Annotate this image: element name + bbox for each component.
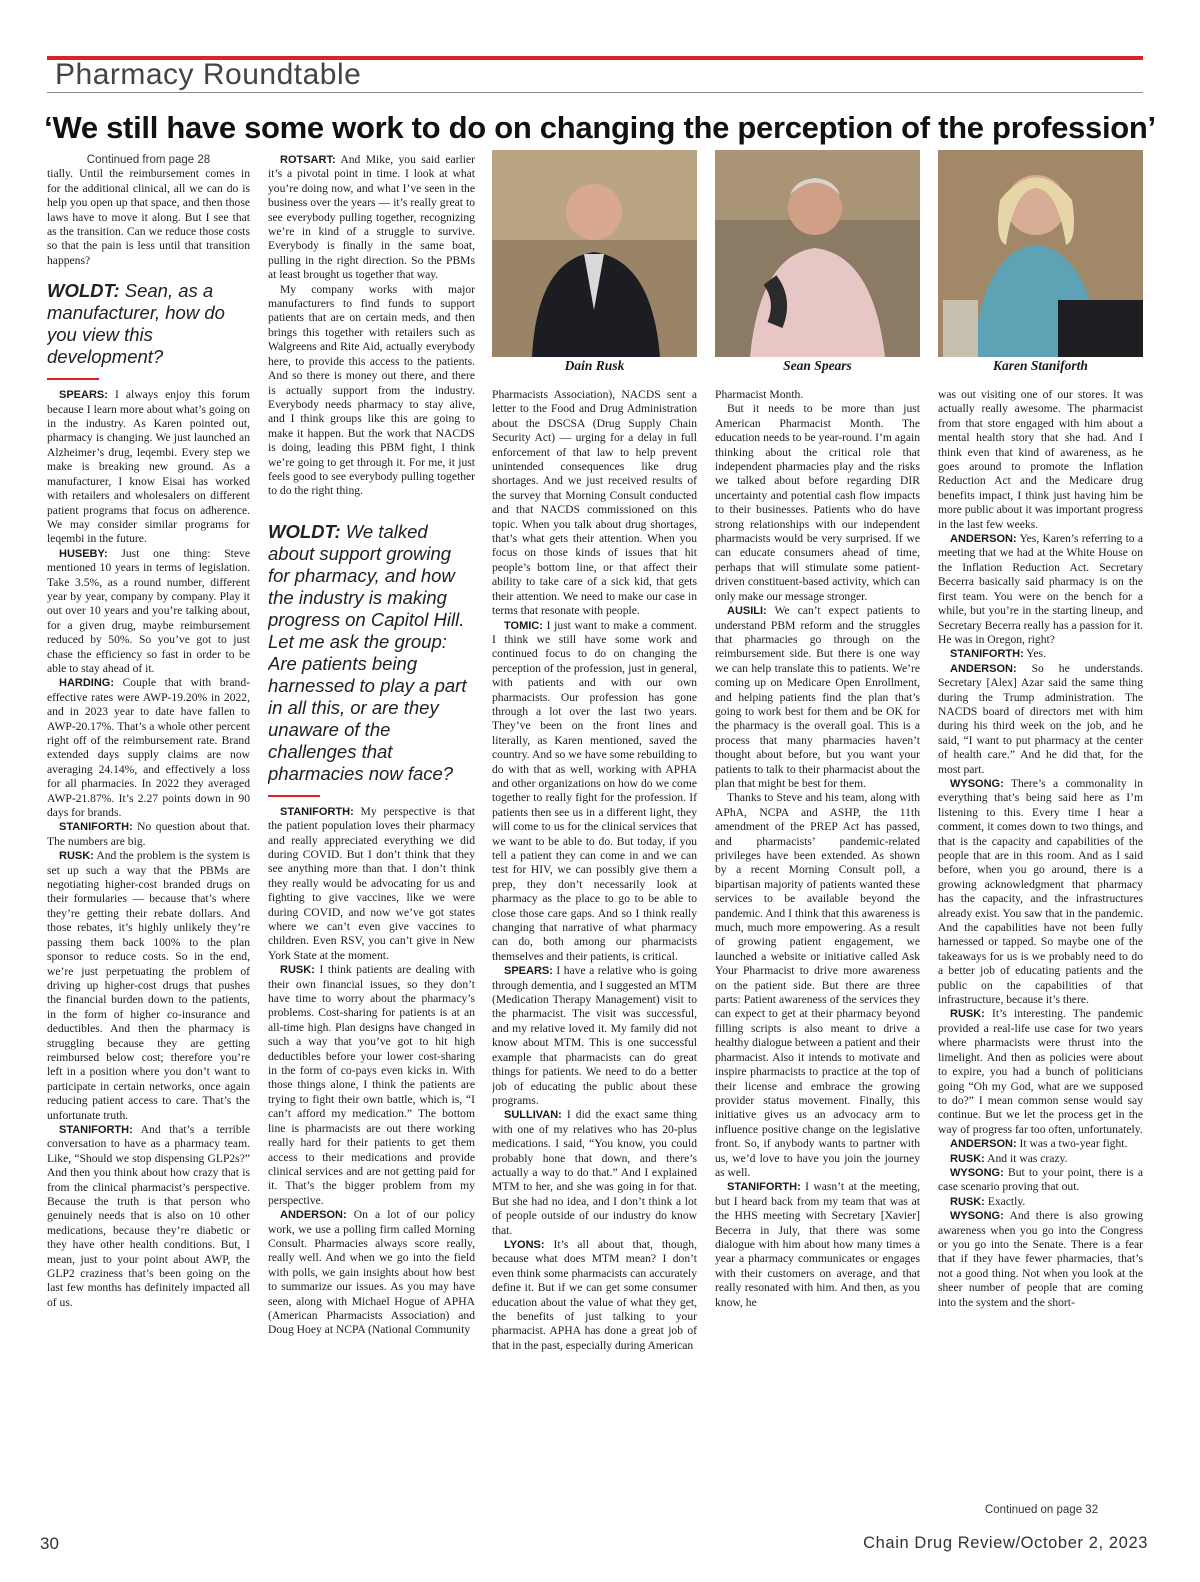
speaker: WYSONG: <box>950 1166 1004 1179</box>
paragraph <box>47 849 250 1123</box>
photo-sean-spears <box>715 150 920 357</box>
paragraph <box>715 1180 920 1310</box>
paragraph-text: Yes, Karen’s referring to a meeting that we had at the White House on the Inflation Reduction Act. Secretary Becerra basically said pharmacy is on the first team. You were on the bench for a while, but you’re in the starting lineup, and Secretary Becerra really has a passion for it. He was in Oregon, right? <box>938 532 1143 646</box>
column-2 <box>268 153 475 1523</box>
paragraph <box>47 1123 250 1310</box>
paragraph-text: Yes. <box>1026 647 1046 661</box>
photo-caption: Karen Staniforth <box>993 358 1088 373</box>
speaker: RUSK: <box>950 1152 985 1165</box>
question-speaker: WOLDT: <box>47 280 120 302</box>
paragraph: Pharmacist Month. <box>715 388 804 401</box>
question-rule <box>268 795 320 797</box>
paragraph <box>938 1137 1143 1151</box>
paragraph <box>938 1152 1143 1166</box>
paragraph <box>938 777 1143 1008</box>
section-rule-thin <box>47 92 1143 93</box>
paragraph-text: And Mike, you said earlier it’s a pivotal point in time. I look at what you’re doing now, and what I’ve seen in the business over the years — it’s really great to see everybody pulling together, recognizing we’re in kind of a struggle to survive. Everybody is finally in the same boat, pulling in the right direction. So the PBMs at least brought us together that way. <box>268 153 475 282</box>
column-5 <box>938 388 1143 1502</box>
speaker: HARDING: <box>59 677 114 690</box>
speaker: SPEARS: <box>504 965 553 978</box>
paragraph-text: I did the exact same thing with one of my relatives who has 20-plus medications. I said, “You know, you could probably hone that down, and there’s actually a way to do that.” And I explained MTM to her, and she was going in for that. But she had no idea, and I don’t think a lot of people outside of our industry do know that. <box>492 1108 697 1237</box>
paragraph <box>492 1108 697 1238</box>
speaker: ANDERSON: <box>950 1138 1017 1151</box>
paragraph-text: So he understands. Secretary [Alex] Azar said the same thing during the Trump administration. The NACDS board of directors met with him during his third week on the job, and he said, “I want to put pharmacy at the center of health care.” And he did that, for the most part. <box>938 661 1143 776</box>
photo-caption: Sean Spears <box>783 358 852 373</box>
paragraph <box>938 532 1143 647</box>
paragraph <box>492 964 697 1108</box>
speaker: WYSONG: <box>950 1210 1004 1223</box>
speaker: LYONS: <box>504 1238 545 1251</box>
paragraph-text: No question about that. The numbers are big. <box>47 820 250 848</box>
continued-from: Continued from page 28 <box>86 154 211 166</box>
paragraph <box>268 805 475 963</box>
paragraph-text: It’s all about that, though, because what does MTM mean? I don’t even think some pharmacists can accurately define it. But if we can get some consumer education about the value of what they get, the benefits of just talking to your pharmacist. APHA has done a great job of that in the past, especially during American <box>492 1237 697 1352</box>
question-speaker: WOLDT: <box>268 520 341 542</box>
page-number: 30 <box>40 1534 59 1553</box>
paragraph <box>47 676 250 820</box>
speaker: STANIFORTH: <box>59 821 133 834</box>
paragraph-text: I always enjoy this forum because I learn more about what’s going on in the industry. As Karen pointed out, pharmacy is changing. We just launched an Alzheimer’s drug, leqembi. Every step we make is breaking new ground. As a manufacturer, I know Eisai has worked with retailers and wholesalers on different patient programs that focus on adherence. We may consider similar programs for leqembi in the future. <box>47 388 250 546</box>
paragraph-text: But to your point, there is a case scenario proving that out. <box>938 1165 1143 1194</box>
paragraph-text: And that’s a terrible conversation to have as a pharmacy team. Like, “Should we stop dispensing GLP2s?” And then you think about how crazy that is from the clinical pharmacist’s perspective. Because the truth is that person who genuinely needs that is also on 10 other medications, because they’re diabetic or they have other health conditions. But, I mean, just to your point about AWP, the GLP2 craziness that’s been going on the last few months has definitely impacted all of us. <box>47 1122 250 1309</box>
paragraph-text: It’s interesting. The pandemic provided a real-life use case for two years where pharmacists were thrust into the limelight. And then as policies were about to expire, you had a bunch of politicians going “Oh my God, what are we supposed to do?” I mean common sense would say continue. But we let the process get in the way of progress far too often, unfortunately. <box>938 1007 1143 1136</box>
speaker: STANIFORTH: <box>59 1123 133 1136</box>
paragraph-text: My perspective is that the patient population loves their pharmacy and really appreciated everything we did during COVID. But I don’t think that they see anything more than that. I don’t think they really would be advocating for us and fighting to give vaccines, like we were during COVID, and now we’ve got states where we can’t even give vaccines to children. Even RSV, you can’t give in New York State at the moment. <box>268 804 475 962</box>
speaker: ANDERSON: <box>280 1209 347 1222</box>
paragraph: My company works with major manufacturers to find funds to support patients that are on certain meds, and then brings this together with retailers such as Walgreens and Rite Aid, actually everybody here, to provide this access to the patients. And so there is money out there, and there is actually support from the industry. Everybody needs pharmacy to stay alive, and I think groups like this are going to make it happen. But the work that NACDS is doing, leading this PBM fight, I think we’re going to get through it. For me, it just feels good to see everybody pulling together to do the right thing. <box>268 282 475 498</box>
paragraph: Pharmacists Association), NACDS sent a letter to the Food and Drug Administration about the DSCSA (Drug Supply Chain Security Act) — urging for a delay in full enforcement of that law to help prevent unintended consequences like drug shortages. And we just received results of the survey that Morning Consult conducted and that NACDS commissioned on this topic. When you talk about drug shortages, that’s what gets their attention. When you focus on those kinds of issues that hit people’s bottom line, or that affect their ability to take care of a sick kid, that gets their attention. We need to make our case in terms that resonate with people. <box>492 388 697 618</box>
paragraph-text: Exactly. <box>987 1194 1026 1208</box>
paragraph <box>938 1195 1143 1209</box>
paragraph-text: Couple that with brand-effective rates were AWP-19.20% in 2022, and in 2023 year to date have fallen to AWP-20.17%. That’s a whole other percent right off of the reimbursement rate. Brand extended days supply claims are now averaging 24.14%, and effectively a loss for all pharmacies. In 2022 they averaged AWP-21.87%. It’s 2.27 points down in 90 days for brands. <box>47 676 250 820</box>
paragraph-text: I think patients are dealing with their own financial issues, so they don’t have time to worry about the pharmacy’s problems. Cost-sharing for patients is at an all-time high. Plan designs have changed in such a way that you’ve got to hit high deductibles before your lower cost-sharing in the form of co-pays even kicks in. With those things alone, I think the patients are trying to fight their own battle, which is, “I can’t afford my medication.” The bottom line is pharmacists are out there working really hard for their patients to get them access to their medications and provide clinical services and are not getting paid for it. That’s the bigger problem from my perspective. <box>268 963 475 1207</box>
column-4 <box>715 388 920 1522</box>
question-block <box>268 521 475 785</box>
paragraph <box>938 647 1143 661</box>
speaker: AUSILI: <box>727 605 767 618</box>
paragraph <box>47 388 250 546</box>
photo-dain-rusk <box>492 150 697 357</box>
portrait-illustration <box>715 150 920 357</box>
paragraph <box>268 963 475 1208</box>
paragraph-text: Just one thing: Steve mentioned 10 years in terms of legislation. Take 3.5%, as a round number, different year by year, company by company. Play it out over 10 years and you’re talking about, for a given drug, maybe reimbursement reduced by 50%. So you’ve got to just chase the efficiency so fast in order to be able to stay ahead of it. <box>47 546 250 675</box>
speaker: RUSK: <box>280 964 315 977</box>
paragraph-text: I wasn’t at the meeting, but I heard back from my team that was at the HHS meeting with Secretary [Xavier] Becerra in July, that there was some dialogue with him about how many times a year a pharmacy communicates or engages with their customers on average, and that really resonated with him. And then, as you know, he <box>715 1180 920 1309</box>
speaker: STANIFORTH: <box>280 805 354 818</box>
photo-caption: Dain Rusk <box>564 358 625 373</box>
paragraph <box>492 619 697 965</box>
paragraph: Thanks to Steve and his team, along with APhA, NCPA and ASHP, the 11th amendment of the PREP Act has passed, and pharmacists’ pandemic-related privileges have been extended. As shown by a recent Morning Consult poll, a bipartisan majority of patients wanted these services to be available beyond the pandemic. And I think that this awareness is much, much more empowering. As a result of growing patient engagement, we launched a website or initiative called Ask Your Pharmacist to drive more awareness on the patient side. But there are three parts: Patient awareness of the services they can expect to get at their pharmacy beyond filling scripts is also meant to drive a healthy dialogue between a patient and their pharmacist. Also it intends to motivate and inspire pharmacists to practice at the top of their license and embrace the growing provider status movement. Finally, this initiative gives us an advocacy arm to influence positive change on the legislative front. So, if anybody wants to partner with us, we’d love to have you join the journey as well. <box>715 791 920 1179</box>
paragraph <box>47 547 250 677</box>
speaker: HUSEBY: <box>59 547 108 560</box>
publication-line: Chain Drug Review/October 2, 2023 <box>863 1534 1148 1552</box>
paragraph <box>938 1007 1143 1137</box>
paragraph-text: We can’t expect patients to understand PBM reform and the struggles that pharmacies go through on the reimbursement side. But there is one way we can help translate this to patients. We’re coming up on Medicare Open Enrollment, and helping patients find the plan that’s going to work best for them and be OK for the pharmacy is the overall goal. This is a process that many pharmacies haven’t thought about before, but you want your patients to talk to their pharmacist about the plan that might be best for them. <box>715 604 920 790</box>
paragraph-text: On a lot of our policy work, we use a polling firm called Morning Consult. Pharmacies always score really, really well. And when we go into the field with polls, we gain insights about how best to summarize our issues. As you may have seen, along with Michael Hogue of APHA (American Pharmacists Association) and Doug Hoey at NCPA (National Community <box>268 1208 475 1337</box>
paragraph-text: And the problem is the system is set up such a way that the PBMs are negotiating higher-cost branded drugs on their formularies — because that’s where they’re getting their rebate dollars. And those rebates, it’s highly unlikely they’re passing them back 100% to the plan sponsor to reduce costs. So in the end, we’re just perpetuating the problem of driving up higher-cost drugs that pushes the financial burden down to the patients, in the form of higher co-insurance and deductibles. And then the pharmacy is struggling because they are getting reimbursed below cost; therefore you’re left in a position where you don’t want to participate in certain networks, once again reducing patient access to care. That’s the unfortunate truth. <box>47 849 250 1122</box>
column-3 <box>492 388 697 1522</box>
speaker: ROTSART: <box>280 154 336 166</box>
paragraph <box>47 820 250 849</box>
paragraph <box>938 662 1143 777</box>
paragraph-text: And it was crazy. <box>987 1151 1068 1165</box>
speaker: TOMIC: <box>504 619 543 632</box>
portrait-illustration <box>492 150 697 357</box>
photo-karen-staniforth <box>938 150 1143 357</box>
paragraph <box>938 1209 1143 1310</box>
speaker: ANDERSON: <box>950 533 1017 546</box>
paragraph: tially. Until the reimbursement comes in for the additional clinical, all we can do is help you open up that space, and then those laws have to move it along. But I see that as the transition. Can we reduce those costs so that the pain is less until that transition happens? <box>47 167 250 267</box>
paragraph <box>938 1166 1143 1195</box>
paragraph-text: I have a relative who is going through dementia, and I suggested an MTM (Medication Therapy Management) visit to the pharmacist. The visit was successful, and my relative loved it. My family did not know about MTM. This is one successful example that pharmacists can do great things for patients. We need to do a better job of educating the public about these programs. <box>492 964 697 1107</box>
paragraph-text: It was a two-year fight. <box>1019 1137 1128 1151</box>
speaker: RUSK: <box>950 1008 985 1021</box>
speaker: ANDERSON: <box>950 662 1017 675</box>
portrait-illustration <box>938 150 1143 357</box>
column-1 <box>47 153 250 1523</box>
speaker: STANIFORTH: <box>950 648 1024 661</box>
paragraph <box>268 1208 475 1338</box>
speaker: WYSONG: <box>950 777 1004 790</box>
paragraph-text: There’s a commonality in everything that’s being said here as I’m listening to this. Every time I hear a comment, it comes down to two things, and that is the capacity and capabilities of the people that are in this room. And as I said before, when you go around, there is a growing acknowledgment that pharmacy has the capacity, and the infrastructures already exist. You saw that in the pandemic. And the capabilities have not been fully harnessed or tapped. So maybe one of the takeaways for us is we probably need to do a better job of educating patients and the public on the capabilities of that infrastructure, because it’s there. <box>938 776 1143 1007</box>
paragraph: was out visiting one of our stores. It was actually really awesome. The pharmacist from that store engaged with him about a mental health story that she had. And I think even that kind of awareness, as he goes around to promote the Inflation Reduction Act and the Medicare drug benefits impact, I think just having him be more public about it was important progress in the last few weeks. <box>938 388 1143 531</box>
paragraph-text: And there is also growing awareness when you go into the Congress or you go into the Senate. There is a fear that if they have fewer pharmacies, that’s not a good thing. Not when you look at the sheer number of people that are coming into the system and the short- <box>938 1209 1143 1309</box>
question-block <box>47 280 250 368</box>
question-rule <box>47 378 99 380</box>
speaker: SPEARS: <box>59 389 108 402</box>
speaker: RUSK: <box>59 850 94 863</box>
question-text: We talked about support growing for pharmacy, and how the industry is making progress on Capitol Hill. Let me ask the group: Are patients being harnessed to play a part in all this, or are they unaware of the challenges that pharmacies now face? <box>268 520 467 784</box>
speaker: SULLIVAN: <box>504 1109 562 1122</box>
question-text: Sean, as a manufacturer, how do you view this development? <box>47 280 225 368</box>
paragraph-text: I just want to make a comment. I think we still have some work and continued focus to do on changing the perception of the profession, just in general, with patients and with our own pharmacists. Our profession has gone through a lot over the last two years. They’ve been on the front lines and literally, as Karen mentioned, saved the country. And so we have some rebuilding to do with that as well, working with APHA and other organizations on how do we come together to really fight for the profession. If patients then see us in a different light, they will come to us for the clinical services that we want to be able to do. But today, if you tell a patient they can come in and we can test for HIV, we can possibly give them a prep, they don’t necessarily look at pharmacy as the place to go to be able to close those care gaps. And so I think really changing that narrative of what pharmacy can do, both among our pharmacists themselves and their patients, is critical. <box>492 618 697 963</box>
speaker: RUSK: <box>950 1195 985 1208</box>
headline: ‘We still have some work to do on changing the perception of the profession’ <box>44 110 1156 145</box>
speaker: STANIFORTH: <box>727 1181 801 1194</box>
section-title: Pharmacy Roundtable <box>55 58 362 91</box>
paragraph <box>492 1238 697 1353</box>
paragraph <box>268 153 475 283</box>
continued-on: Continued on page 32 <box>984 1504 1099 1516</box>
paragraph <box>715 604 920 791</box>
paragraph: But it needs to be more than just American Pharmacist Month. The education needs to be year-round. I’m again thinking about the critical role that independent pharmacies play and the risks we talked about before regarding DIR uncertainty and potential cash flow impacts to their businesses. Patients who do have strong relationships with our independent pharmacists would be very surprised. If we can educate consumers ahead of time, perhaps that will stimulate some patient-driven constituent-based activity, which can only make our message stronger. <box>715 402 920 603</box>
